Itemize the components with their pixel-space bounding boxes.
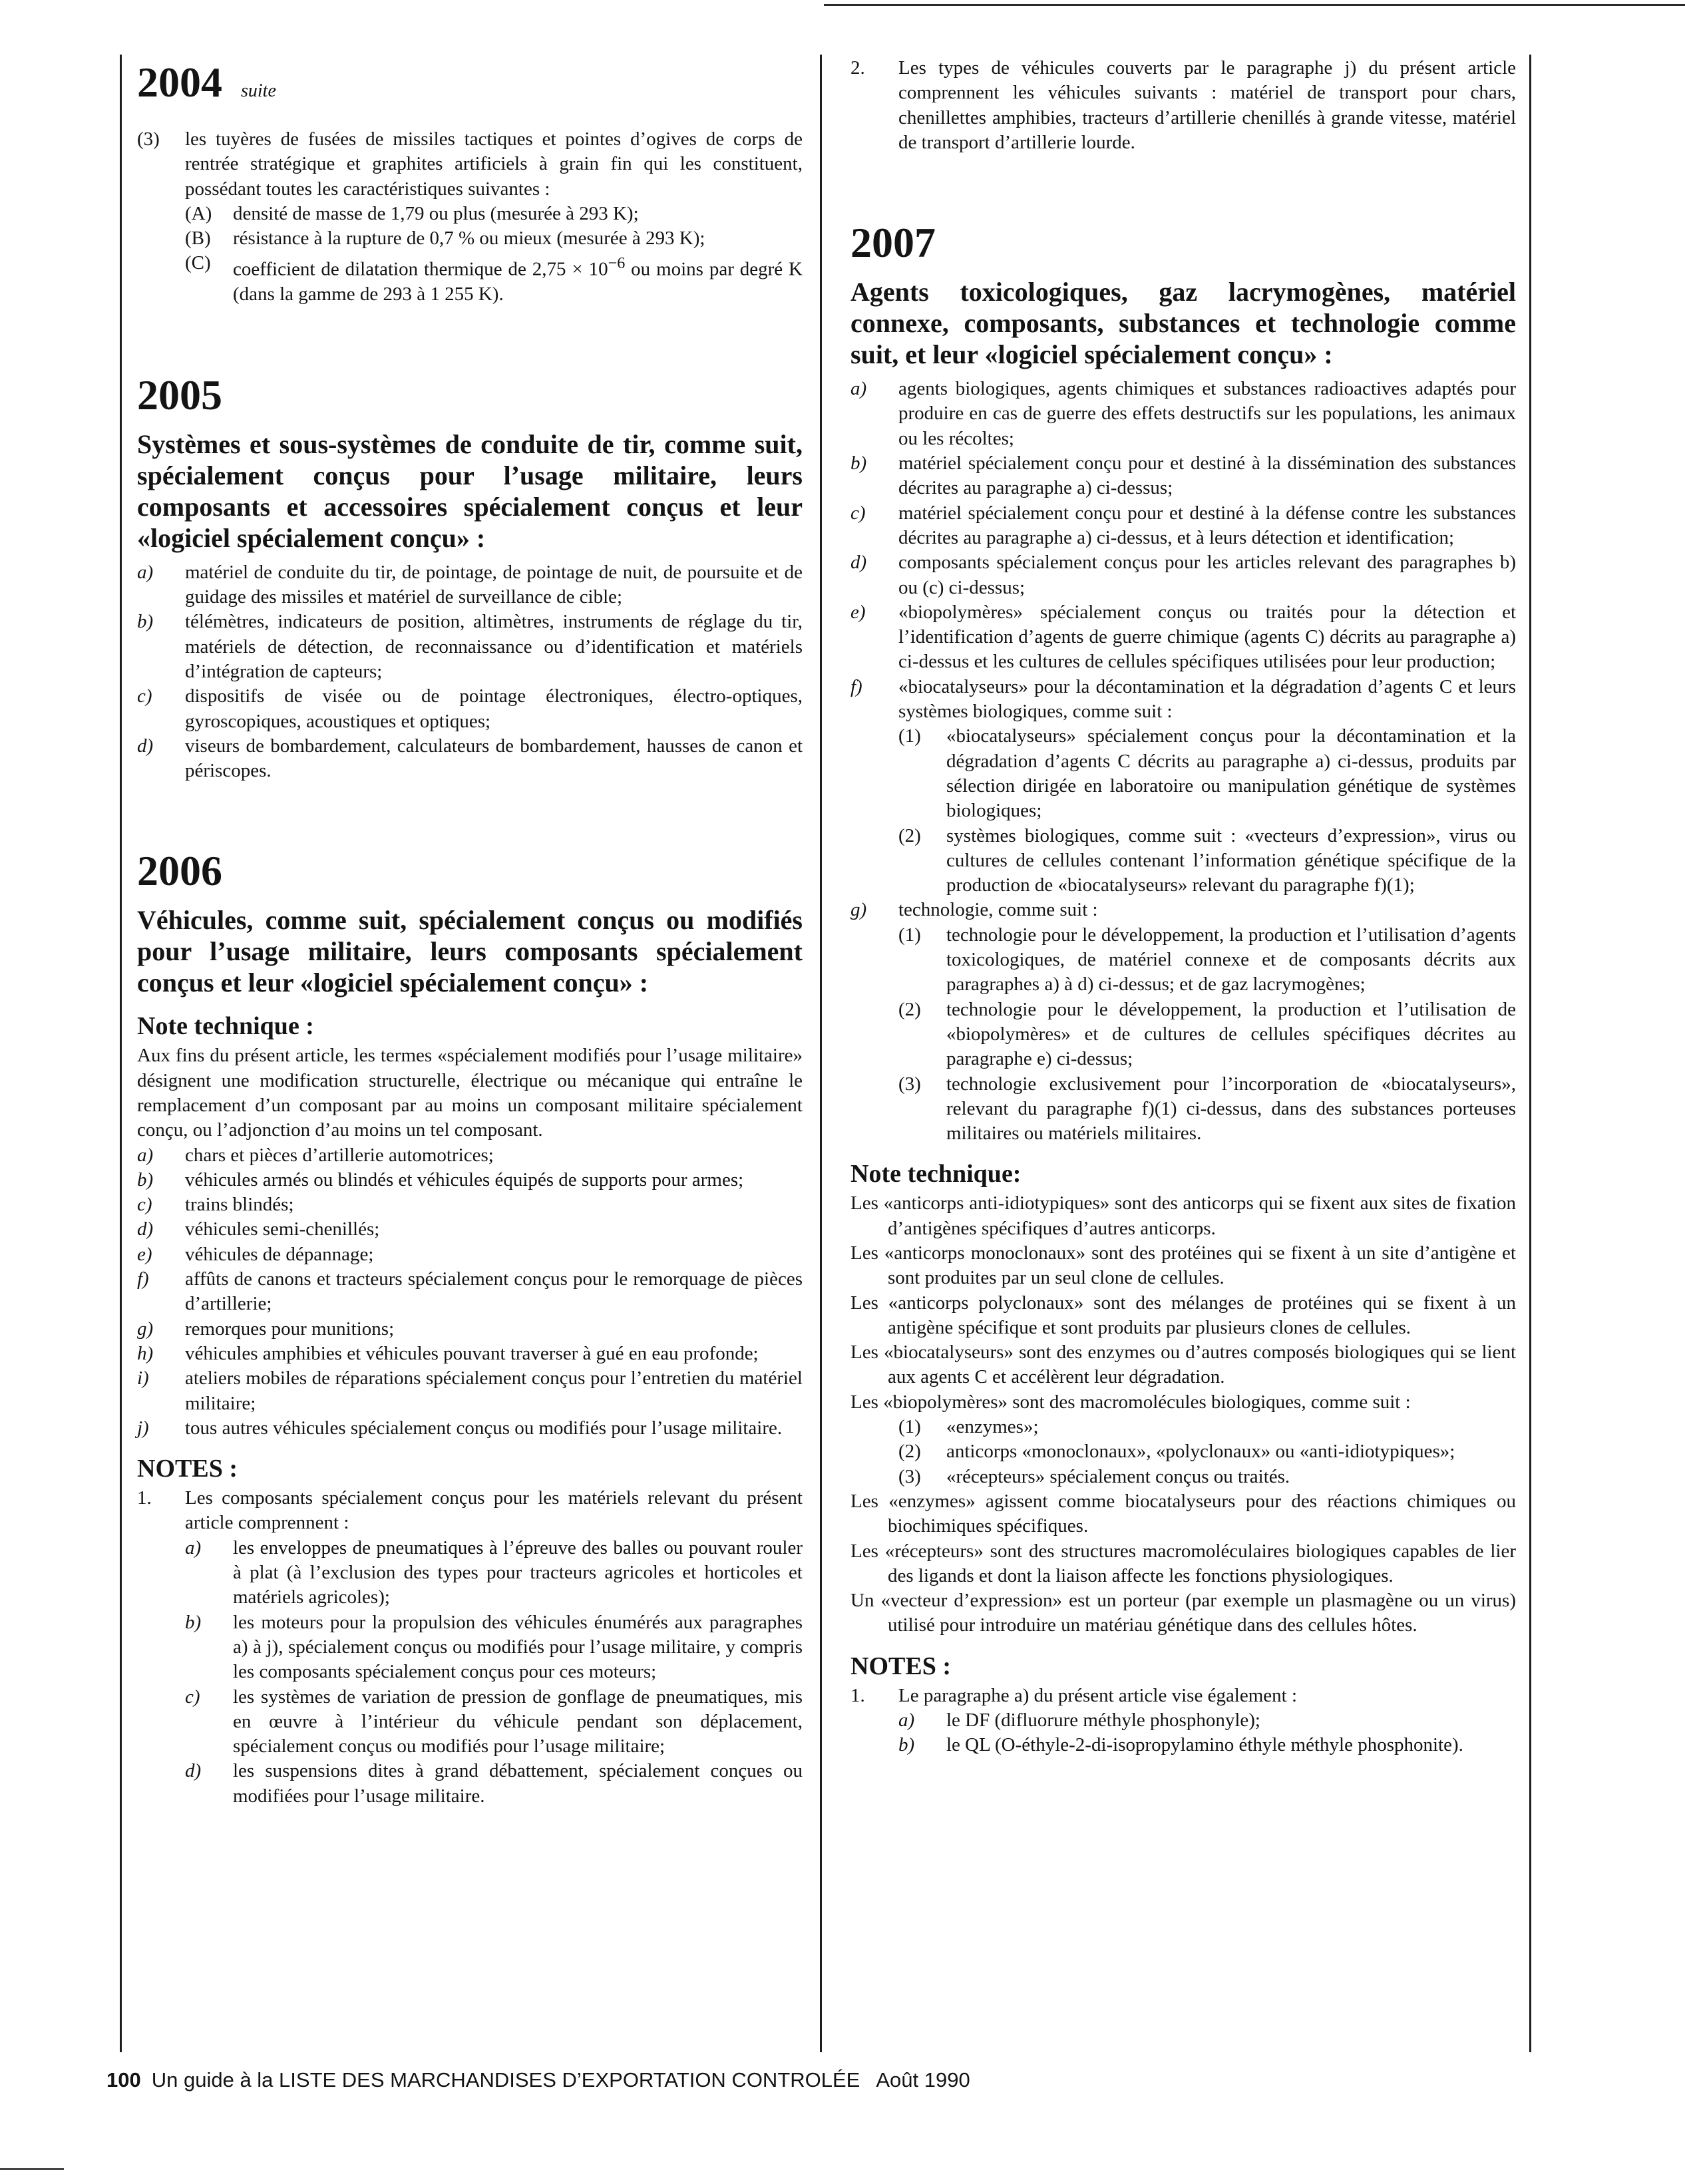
left-column-rule — [120, 55, 122, 2052]
list-item — [137, 1143, 803, 1168]
item-text: ateliers mobiles de réparations spécialement conçus pour l’entretien du matériel militaire; — [185, 1367, 803, 1414]
section-2006-title: Véhicules, comme suit, spécialement conçus ou modifiés pour l’usage militaire, leurs composants spécialement conçus et leur «logiciel spécialement conçu» : — [137, 905, 803, 998]
sub-item-b — [185, 226, 803, 251]
item-text: véhicules amphibies et véhicules pouvant traverser à gué en eau profonde; — [185, 1342, 759, 1364]
list-item — [850, 600, 1516, 675]
list-item — [137, 1317, 803, 1342]
item-text: télémètres, indicateurs de position, altimètres, instruments de réglage du tir, matériels de détection, de reconnaissance ou d’identification et matériels d’intégration de capteurs; — [185, 611, 803, 682]
item-label: (2) — [898, 1441, 921, 1463]
item-label: 1. — [850, 1684, 865, 1706]
list-item — [850, 451, 1516, 501]
item-label: 1. — [137, 1487, 152, 1509]
item-text: les moteurs pour la propulsion des véhicules énumérés aux paragraphes a) à j), spécialement conçus ou modifiés pour l’usage militaire, y compris les composants spécialement conçus pour ces moteurs; — [233, 1611, 803, 1683]
item-text: Le paragraphe a) du présent article vise également : — [898, 1684, 1298, 1706]
section-2006-number: 2006 — [137, 847, 222, 895]
notes-heading: NOTES : — [850, 1652, 951, 1680]
page-number: 100 — [106, 2068, 141, 2092]
item-label: (1) — [898, 924, 921, 946]
list-item — [185, 1610, 803, 1685]
item-label: e) — [850, 601, 866, 623]
technical-note-heading: Note technique: — [850, 1160, 1022, 1188]
footer-title: Un guide à la LISTE DES MARCHANDISES D’EXPORTATION CONTROLÉE — [151, 2068, 860, 2092]
note-1 — [137, 1486, 803, 1536]
item-label: a) — [850, 378, 867, 400]
definition: Les «anticorps anti-idiotypiques» sont des anticorps qui se fixent aux sites de fixation d’antigènes spécifiques d’autres anticorps. — [850, 1192, 1516, 1239]
list-item — [137, 610, 803, 684]
item-label: d) — [137, 1218, 154, 1240]
item-text: le DF (difluorure méthyle phosphonyle); — [946, 1710, 1260, 1731]
item-text: «récepteurs» spécialement conçus ou traités. — [946, 1465, 1290, 1487]
section-2005-title: Systèmes et sous-systèmes de conduite de tir, comme suit, spécialement conçus pour l’usage militaire, leurs composants et accessoires spécialement conçus et leur «logiciel spécialement conçu» : — [137, 429, 803, 553]
item-label: (C) — [185, 252, 211, 274]
item-label: (3) — [898, 1073, 921, 1095]
item-text: remorques pour munitions; — [185, 1318, 395, 1340]
item-label: c) — [137, 1194, 152, 1216]
list-item — [898, 1465, 1516, 1489]
item-label: a) — [137, 561, 154, 583]
item-text: matériel de conduite du tir, de pointage, de pointage de nuit, de poursuite et de guidage des missiles et matériel de surveillance de cible; — [185, 561, 803, 608]
list-item — [898, 1439, 1516, 1464]
section-number: 2004 — [137, 59, 222, 106]
list-item — [850, 675, 1516, 725]
note-1 — [850, 1684, 1516, 1708]
item-text: technologie pour le développement, la production et l’utilisation de «biopolymères» et de cultures de cellules spécifiques décrites au paragraphe e) ci-dessus; — [946, 998, 1516, 1070]
item-label: f) — [850, 675, 862, 697]
sub-item-c — [185, 251, 803, 307]
item-text: technologie, comme suit : — [898, 899, 1098, 921]
item-label: b) — [850, 453, 867, 474]
technical-note-heading: Note technique : — [137, 1012, 314, 1041]
item-label: e) — [137, 1243, 152, 1265]
footer-edge-mark — [0, 2168, 64, 2170]
item-text: «biopolymères» spécialement conçus ou traités pour la détection et l’identification d’agents de guerre chimique (agents C) décrits au paragraphe a) ci-dessus et les cultures de cellules spécifiques utilisées pour leur production; — [898, 601, 1516, 673]
item-text: densité de masse de 1,79 ou plus (mesurée à 293 K); — [233, 202, 639, 224]
definition: Les «récepteurs» sont des structures macromoléculaires biologiques capables de lier des ligands et dont la liaison affecte les fonctions physiologiques. — [850, 1540, 1516, 1586]
item-text: technologie pour le développement, la production et l’utilisation d’agents toxicologiques, de matériel connexe et de composants décrits aux paragraphes a) à d) ci-dessus; et de gaz lacrymogènes; — [946, 924, 1516, 996]
item-text: Les composants spécialement conçus pour les matériels relevant du présent article comprennent : — [185, 1487, 803, 1534]
item-text-part: ou moins par degré K (dans la gamme de 293 à 1 255 K). — [233, 259, 803, 305]
item-text: matériel spécialement conçu pour et destiné à la défense contre les substances décrites au paragraphe a) ci-dessus, et à leurs détection et identification; — [898, 502, 1516, 548]
right-column-rule — [1529, 55, 1531, 2052]
item-label: g) — [850, 899, 867, 921]
item-label: d) — [850, 552, 867, 574]
item-label: (2) — [898, 998, 921, 1020]
list-item — [898, 1072, 1516, 1147]
item-text — [233, 251, 803, 307]
item-label: (1) — [898, 1416, 921, 1438]
page-footer — [106, 2068, 970, 2092]
item-text: «enzymes»; — [946, 1416, 1039, 1438]
item-text: trains blindés; — [185, 1194, 294, 1216]
item-label: a) — [185, 1537, 202, 1558]
item-text: systèmes biologiques, comme suit : «vecteurs d’expression», virus ou cultures de cellules contenant l’information génétique spécifique de la production de «biocatalyseurs» relevant du paragraphe f)(1); — [946, 824, 1516, 896]
section-2007-number: 2007 — [850, 219, 936, 267]
list-item — [137, 1416, 803, 1441]
item-text-part: coefficient de dilatation thermique de 2,75 × 10 — [233, 259, 608, 281]
definition: Les «biocatalyseurs» sont des enzymes ou d’autres composés biologiques qui se lient aux agents C et accélèrent leur dégradation. — [850, 1342, 1516, 1388]
definition: Les «biopolymères» sont des macromolécules biologiques, comme suit : — [850, 1391, 1411, 1413]
list-item — [137, 1168, 803, 1192]
list-item — [898, 923, 1516, 998]
list-item — [898, 1733, 1516, 1757]
item-text: véhicules semi-chenillés; — [185, 1218, 380, 1240]
item-label: i) — [137, 1367, 149, 1389]
definition: Les «anticorps monoclonaux» sont des protéines qui se fixent à un site d’antigène et sont produites par un seul clone de cellules. — [850, 1242, 1516, 1289]
item-label: (1) — [898, 725, 921, 747]
item-text: viseurs de bombardement, calculateurs de bombardement, hausses de canon et périscopes. — [185, 735, 803, 782]
item-label: d) — [185, 1760, 202, 1782]
item-label: b) — [898, 1734, 915, 1756]
list-item — [898, 724, 1516, 823]
item-text: les systèmes de variation de pression de gonflage de pneumatiques, mis en œuvre à l’intérieur du véhicule pendant son déplacement, spécialement conçus ou modifiés pour l’usage militaire; — [233, 1686, 803, 1757]
item-text: technologie exclusivement pour l’incorporation de «biocatalyseurs», relevant du paragraphe f)(1) ci-dessus, dans des substances porteuses militaires ou matériels militaires. — [946, 1073, 1516, 1145]
item-label: f) — [137, 1268, 149, 1290]
item-3 — [137, 127, 803, 202]
section-2007-title: Agents toxicologiques, gaz lacrymogènes, matériel connexe, composants, substances et technologie comme suit, et leur «logiciel spécialement conçu» : — [850, 277, 1516, 370]
item-label: (3) — [137, 128, 160, 150]
item-text: les tuyères de fusées de missiles tactiques et pointes d’ogives de corps de rentrée stratégique et graphites artificiels à grain fin qui les constituent, possédant toutes les caractéristiques suivantes : — [185, 128, 803, 200]
item-text: le QL (O-éthyle-2-di-isopropylamino éthyle méthyle phosphonite). — [946, 1734, 1463, 1756]
item-text: affûts de canons et tracteurs spécialement conçus pour le remorquage de pièces d’artillerie; — [185, 1268, 803, 1315]
list-item — [850, 377, 1516, 451]
item-label: c) — [137, 685, 152, 707]
list-item — [137, 1192, 803, 1217]
sub-item-a — [185, 202, 803, 226]
item-text: véhicules armés ou blindés et véhicules équipés de supports pour armes; — [185, 1169, 744, 1190]
item-label: c) — [850, 502, 866, 524]
item-text: véhicules de dépannage; — [185, 1243, 374, 1265]
list-item — [137, 560, 803, 610]
list-item — [185, 1536, 803, 1610]
list-item — [137, 734, 803, 784]
section-2004-heading — [137, 56, 803, 118]
definition: Un «vecteur d’expression» est un porteur (par exemple un plasmagène ou un virus) utilisé pour introduire un matériau génétique dans des cellules hôtes. — [850, 1590, 1516, 1636]
center-column-rule — [820, 55, 822, 2052]
notes-heading: NOTES : — [137, 1455, 238, 1483]
left-column — [137, 56, 803, 1809]
footer-date: Août 1990 — [876, 2068, 970, 2092]
list-item — [137, 1217, 803, 1242]
top-rule — [824, 4, 1685, 6]
item-text: agents biologiques, agents chimiques et substances radioactives adaptés pour produire en cas de guerre des effets destructifs sur les populations, les animaux ou les récoltes; — [898, 378, 1516, 449]
item-label: (A) — [185, 202, 212, 224]
item-label: a) — [898, 1710, 915, 1731]
item-text: «biocatalyseurs» spécialement conçus pour la décontamination et la dégradation d’agents C décrits au paragraphe a) ci-dessus, produits par sélection dirigée en laboratoire ou manipulation génétique de systèmes biologiques; — [946, 725, 1516, 822]
item-text: les enveloppes de pneumatiques à l’épreuve des balles ou pouvant rouler à plat (à l’exclusion des types pour tracteurs agricoles et horticoles et matériels agricoles); — [233, 1537, 803, 1608]
list-item — [850, 501, 1516, 551]
list-item — [185, 1685, 803, 1759]
exponent: −6 — [608, 254, 626, 273]
item-text: tous autres véhicules spécialement conçus ou modifiés pour l’usage militaire. — [185, 1417, 783, 1439]
item-label: c) — [185, 1686, 200, 1708]
item-text: chars et pièces d’artillerie automotrices; — [185, 1144, 494, 1166]
item-label: (2) — [898, 824, 921, 846]
list-item — [898, 1708, 1516, 1733]
item-label: g) — [137, 1318, 154, 1340]
list-item — [137, 1366, 803, 1416]
list-item — [137, 1267, 803, 1317]
item-label: 2. — [850, 57, 865, 79]
item-label: d) — [137, 735, 154, 757]
section-2005-number: 2005 — [137, 371, 222, 419]
item-label: (3) — [898, 1465, 921, 1487]
item-text: les suspensions dites à grand débattement, spécialement conçues ou modifiées pour l’usage militaire. — [233, 1760, 803, 1807]
list-item — [850, 550, 1516, 600]
note-2 — [850, 56, 1516, 155]
item-label: b) — [137, 611, 154, 633]
item-text: résistance à la rupture de 0,7 % ou mieux (mesurée à 293 K); — [233, 228, 705, 250]
item-text: dispositifs de visée ou de pointage électroniques, électro-optiques, gyroscopiques, acoustiques et optiques; — [185, 685, 803, 732]
definition: Les «enzymes» agissent comme biocatalyseurs pour des réactions chimiques ou biochimiques spécifiques. — [850, 1490, 1516, 1537]
item-text: matériel spécialement conçu pour et destiné à la dissémination des substances décrites au paragraphe a) ci-dessus; — [898, 453, 1516, 499]
item-text: anticorps «monoclonaux», «polyclonaux» ou «anti-idiotypiques»; — [946, 1441, 1455, 1463]
item-label: (B) — [185, 228, 211, 250]
list-item — [898, 1415, 1516, 1439]
list-item — [185, 1759, 803, 1809]
list-item — [898, 824, 1516, 898]
item-label: j) — [137, 1417, 149, 1439]
item-label: h) — [137, 1342, 154, 1364]
list-item — [850, 898, 1516, 922]
list-item — [137, 684, 803, 734]
list-item — [137, 1342, 803, 1366]
list-item — [137, 1242, 803, 1267]
item-label: b) — [185, 1611, 202, 1633]
item-text: «biocatalyseurs» pour la décontamination et la dégradation d’agents C et leurs systèmes biologiques, comme suit : — [898, 675, 1516, 723]
technical-note-text: Aux fins du présent article, les termes «spécialement modifiés pour l’usage militaire» désignent une modification structurelle, électrique ou mécanique qui entraîne le remplacement d’un composant par au moins un composant militaire spécialement conçu, ou l’adjonction d’au moins un tel composant. — [137, 1045, 803, 1141]
list-item — [898, 998, 1516, 1072]
item-text: Les types de véhicules couverts par le paragraphe j) du présent article comprennent les véhicules suivants : matériel de transport pour chars, chenillettes amphibies, tracteurs d’artillerie chenillés à grande vitesse, matériel de transport d’artillerie lourde. — [898, 57, 1516, 153]
suite-label: suite — [241, 81, 276, 101]
item-label: a) — [137, 1144, 154, 1166]
definition: Les «anticorps polyclonaux» sont des mélanges de protéines qui se fixent à un antigène spécifique et sont produits par plusieurs clones de cellules. — [850, 1292, 1516, 1338]
item-label: b) — [137, 1169, 154, 1190]
item-text: composants spécialement conçus pour les articles relevant des paragraphes b) ou (c) ci-dessus; — [898, 552, 1516, 598]
right-column — [850, 56, 1516, 1758]
